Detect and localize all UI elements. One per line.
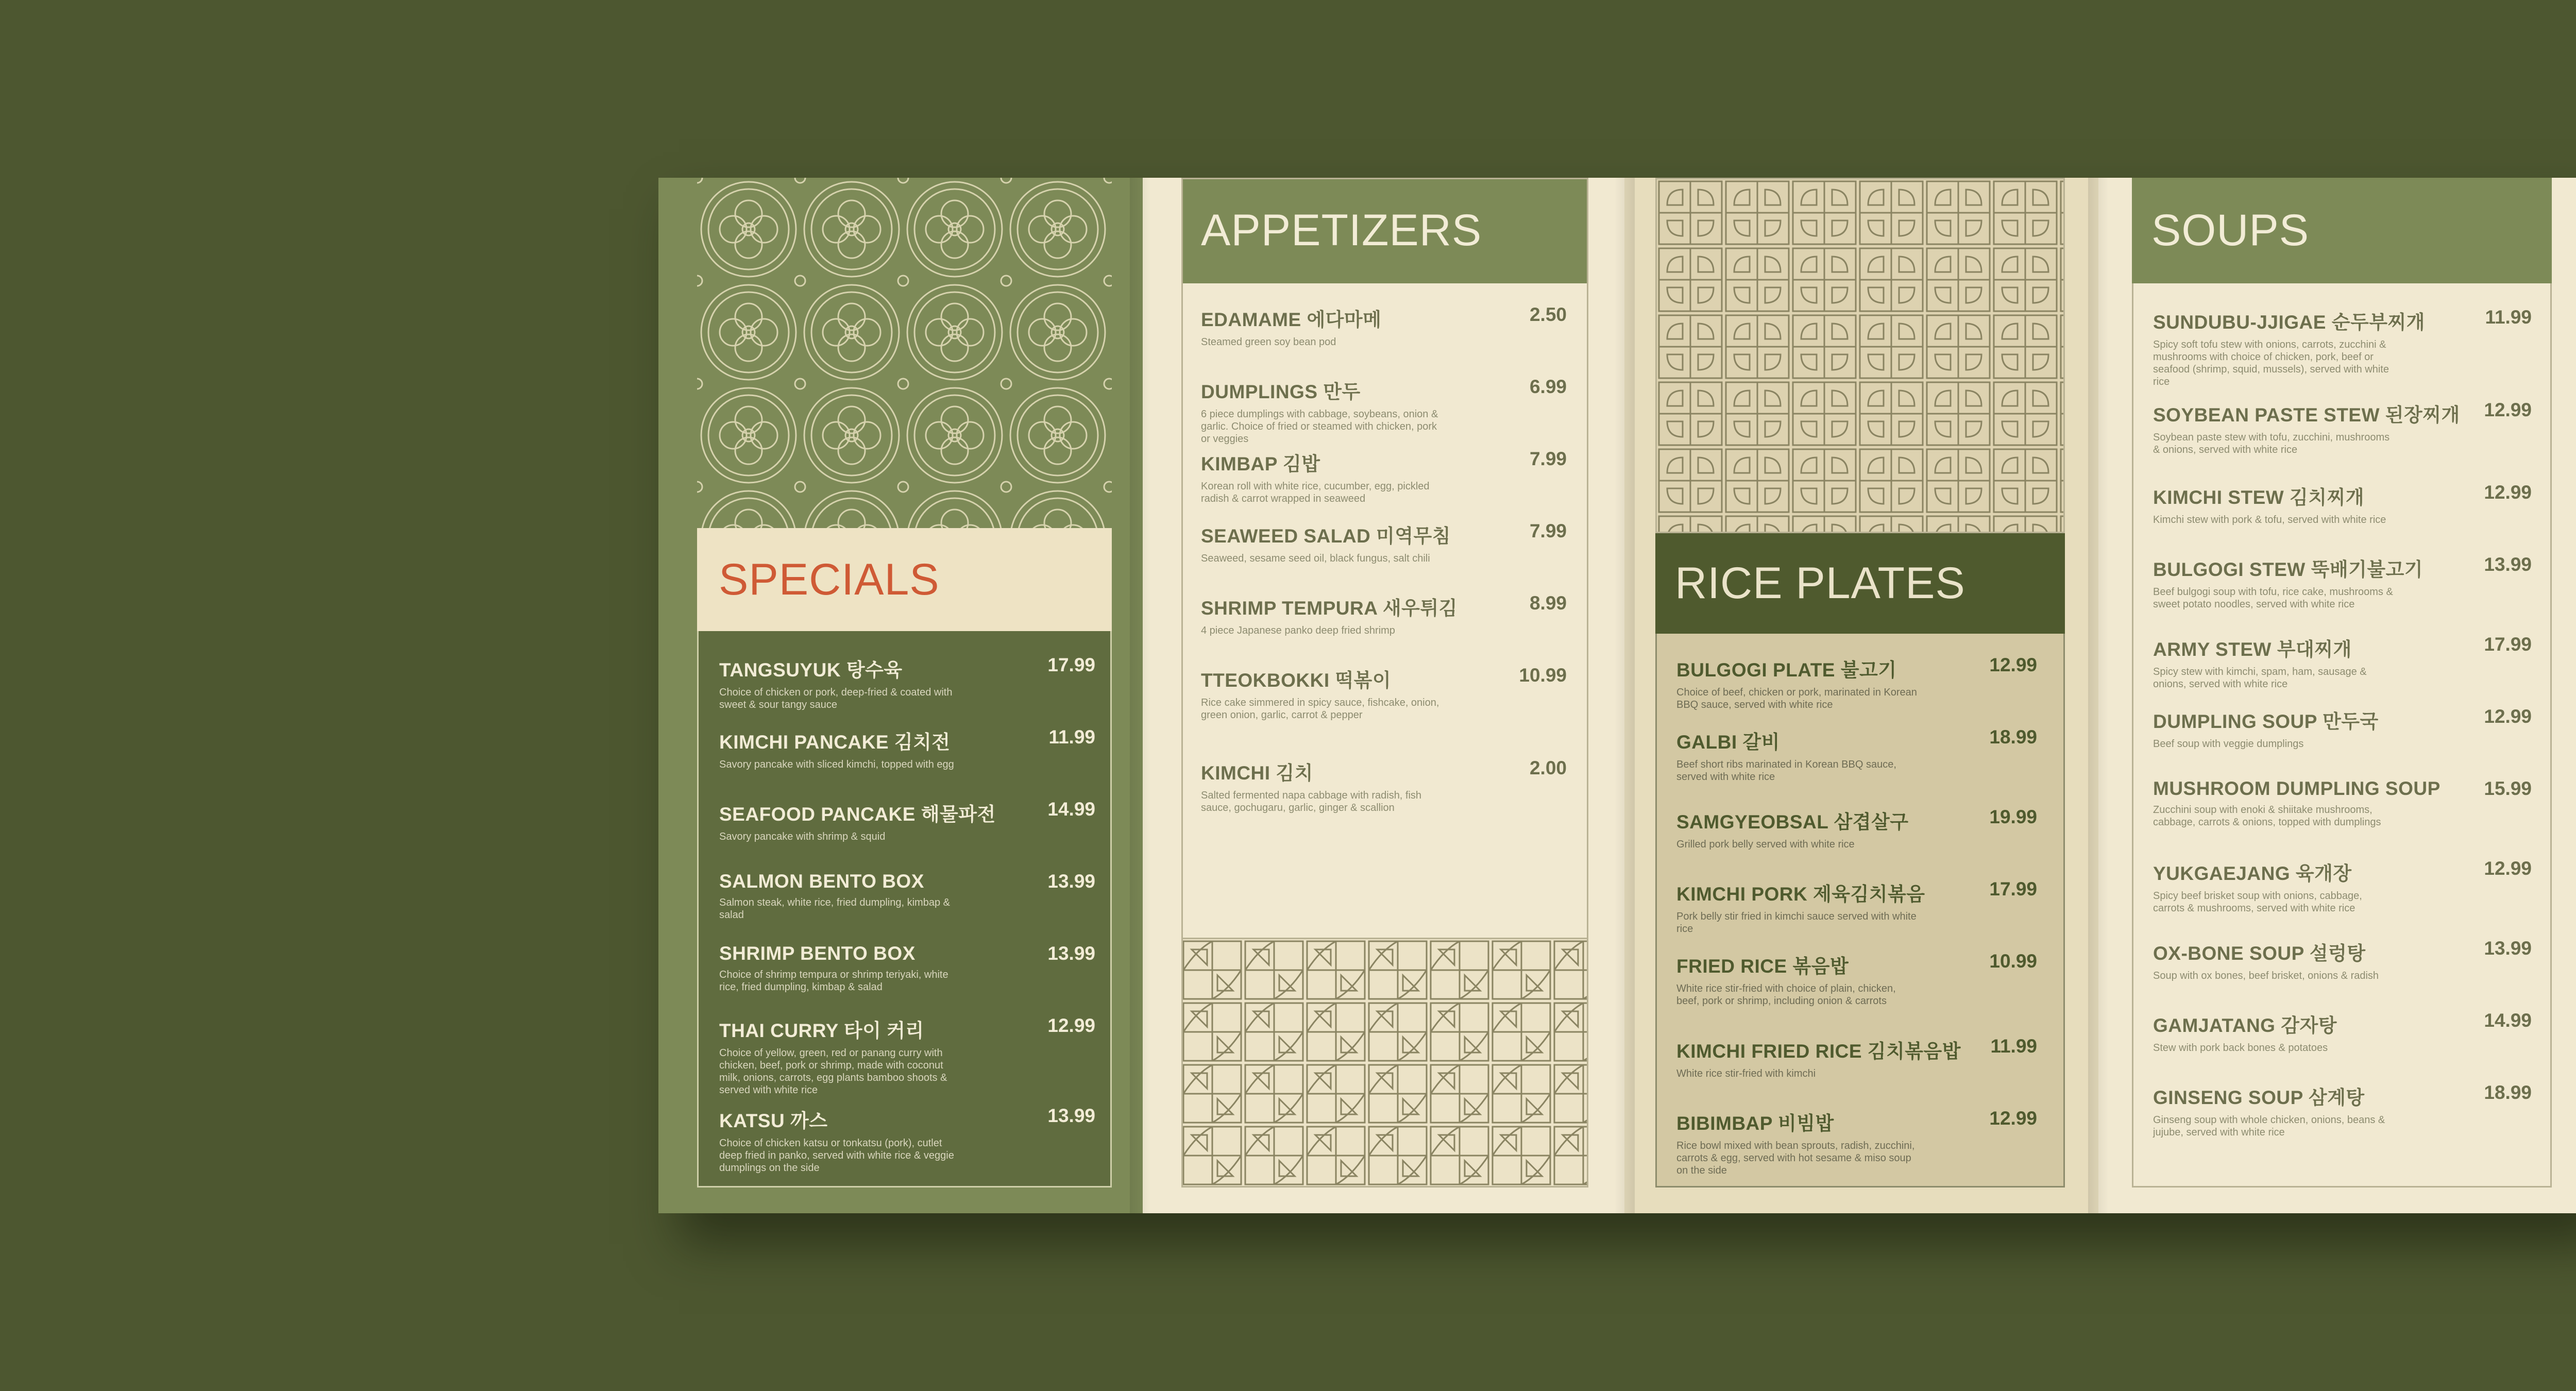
item-name: THAI CURRY 타이 커리	[719, 1020, 924, 1041]
item-name: KIMCHI 김치	[1201, 762, 1313, 784]
item-price: 14.99	[1047, 799, 1095, 820]
item-description: Choice of beef, chicken or pork, marinated in Korean BBQ sauce, served with white rice	[1676, 687, 1917, 710]
item-name: SHRIMP BENTO BOX	[719, 943, 916, 964]
appetizers-title: APPETIZERS	[1201, 206, 1482, 255]
item-description: Spicy stew with kimchi, spam, ham, sausage & onions, served with white rice	[2153, 666, 2367, 690]
item-price: 10.99	[1989, 951, 2037, 972]
soups-header	[2132, 178, 2552, 283]
menu-item	[1676, 654, 2037, 711]
rice-plates-panel	[1624, 178, 2098, 1213]
item-description: Rice bowl mixed with bean sprouts, radish, zucchini, carrots & egg, served with hot sesame & miso soup on the side	[1676, 1140, 1915, 1176]
menu-item	[1676, 806, 2037, 851]
item-description: Rice cake simmered in spicy sauce, fishcake, onion, green onion, garlic, carrot & pepper	[1201, 697, 1439, 721]
item-description: 6 piece dumplings with cabbage, soybeans, onion & garlic. Choice of fried or steamed with chicken, pork or veggies	[1201, 409, 1438, 445]
item-description: Stew with pork back bones & potatoes	[2153, 1042, 2328, 1054]
item-price: 18.99	[1989, 726, 2037, 748]
item-price: 11.99	[2485, 307, 2532, 328]
item-description: Pork belly stir fried in kimchi sauce served with white rice	[1676, 911, 1917, 935]
item-name: KIMCHI STEW 김치찌개	[2153, 487, 2364, 508]
item-description: White rice stir-fried with kimchi	[1676, 1068, 1816, 1079]
item-name: EDAMAME 에다마메	[1201, 309, 1382, 330]
item-name: SOYBEAN PASTE STEW 된장찌개	[2153, 404, 2460, 426]
menu-item	[2153, 307, 2532, 388]
item-name: KIMCHI PANCAKE 김치전	[719, 732, 951, 753]
item-description: Spicy beef brisket soup with onions, cabbage, carrots & mushrooms, served with white rice	[2153, 890, 2362, 914]
soups-title: SOUPS	[2151, 206, 2310, 255]
item-name: KIMCHI FRIED RICE 김치볶음밥	[1676, 1041, 1961, 1062]
item-description: Zucchini soup with enoki & shiitake mushrooms, cabbage, carrots & onions, topped with dumplings	[2153, 804, 2381, 828]
item-price: 13.99	[2484, 554, 2532, 575]
item-price: 13.99	[1047, 1105, 1095, 1126]
item-price: 12.99	[1047, 1015, 1095, 1036]
item-price: 10.99	[1519, 665, 1567, 686]
item-price: 13.99	[1047, 943, 1095, 964]
item-price: 12.99	[2484, 482, 2532, 503]
item-price: 14.99	[2484, 1010, 2532, 1031]
item-price: 11.99	[1048, 726, 1095, 748]
menu-item	[719, 654, 1095, 711]
item-price: 12.99	[2484, 706, 2532, 727]
menu-item	[1676, 1108, 2037, 1177]
item-description: Soybean paste stew with tofu, zucchini, mushrooms & onions, served with white rice	[2153, 432, 2390, 455]
item-name: DUMPLING SOUP 만두국	[2153, 711, 2379, 732]
rice-plates-header	[1655, 533, 2065, 634]
item-price: 7.99	[1529, 448, 1567, 469]
item-description: Seaweed, sesame seed oil, black fungus, salt chili	[1201, 553, 1430, 564]
item-name: KATSU 까스	[719, 1110, 828, 1131]
item-name: SALMON BENTO BOX	[719, 871, 924, 892]
menu-item	[2153, 482, 2532, 526]
item-price: 15.99	[2484, 778, 2532, 799]
item-price: 11.99	[1990, 1036, 2037, 1057]
menu-item	[1676, 726, 2037, 783]
item-name: BULGOGI PLATE 불고기	[1676, 659, 1897, 681]
menu-item	[2153, 1010, 2532, 1054]
item-description: Soup with ox bones, beef brisket, onions & radish	[2153, 970, 2379, 981]
menu-item	[719, 1015, 1095, 1096]
item-description: Salted fermented napa cabbage with radish, fish sauce, gochugaru, garlic, ginger & scallion	[1201, 790, 1422, 813]
rice-plates-list	[1655, 634, 2065, 1188]
item-name: GINSENG SOUP 삼계탕	[2153, 1087, 2365, 1108]
item-name: DUMPLINGS 만두	[1201, 381, 1361, 402]
item-name: GALBI 갈비	[1676, 732, 1780, 753]
item-name: KIMCHI PORK 제육김치볶음	[1676, 884, 1925, 905]
specials-title-band	[697, 528, 1112, 631]
fold-shadow	[1614, 178, 1635, 1213]
item-name: SEAFOOD PANCAKE 해물파전	[719, 804, 996, 825]
item-name: SEAWEED SALAD 미역무침	[1201, 525, 1451, 547]
item-description: Salmon steak, white rice, fried dumpling, kimbap & salad	[719, 897, 950, 921]
item-description: Spicy soft tofu stew with onions, carrots, zucchini & mushrooms with choice of chicken, pork, beef or seafood (shrimp, squid, mussels), served with white rice	[2153, 339, 2389, 387]
soups-panel	[2098, 178, 2576, 1213]
item-description: Choice of chicken katsu or tonkatsu (pork), cutlet deep fried in panko, served with white rice & veggie dumplings on the side	[719, 1138, 954, 1174]
item-name: BIBIMBAP 비빔밥	[1676, 1113, 1834, 1134]
item-price: 12.99	[1989, 1108, 2037, 1129]
item-description: Grilled pork belly served with white rice	[1676, 839, 1855, 850]
item-name: YUKGAEJANG 육개장	[2153, 863, 2352, 884]
item-name: KIMBAP 김밥	[1201, 453, 1320, 474]
item-price: 17.99	[1047, 654, 1095, 675]
rice-plates-title: RICE PLATES	[1675, 558, 1965, 608]
item-price: 8.99	[1529, 592, 1567, 614]
item-price: 7.99	[1529, 520, 1567, 541]
item-name: FRIED RICE 볶음밥	[1676, 956, 1849, 977]
item-name: TANGSUYUK 탕수육	[719, 659, 903, 681]
item-price: 12.99	[1989, 654, 2037, 675]
specials-decorative-pattern	[697, 178, 1112, 528]
item-price: 6.99	[1529, 376, 1567, 397]
item-description: Choice of yellow, green, red or panang curry with chicken, beef, pork or shrimp, made with coconut milk, onions, carrots, egg plants bamboo shoots & served with white rice	[719, 1047, 947, 1096]
item-description: Beef soup with veggie dumplings	[2153, 738, 2304, 750]
item-price: 12.99	[2484, 399, 2532, 420]
fold-shadow	[2088, 178, 2109, 1213]
item-description: Ginseng soup with whole chicken, onions, beans & jujube, served with white rice	[2153, 1114, 2385, 1138]
item-price: 17.99	[2484, 634, 2532, 655]
item-description: Savory pancake with shrimp & squid	[719, 831, 886, 842]
item-price: 2.00	[1529, 757, 1567, 778]
item-name: OX-BONE SOUP 설렁탕	[2153, 943, 2366, 964]
item-price: 18.99	[2484, 1082, 2532, 1103]
specials-panel	[658, 178, 1143, 1213]
specials-title: SPECIALS	[719, 555, 940, 604]
item-description: Savory pancake with sliced kimchi, topped with egg	[719, 759, 954, 770]
menu-brochure	[658, 178, 2576, 1213]
specials-list	[697, 631, 1112, 1188]
menu-item	[719, 726, 1095, 771]
item-name: GAMJATANG 감자탕	[2153, 1015, 2337, 1036]
item-description: Choice of shrimp tempura or shrimp teriyaki, white rice, fried dumpling, kimbap & salad	[719, 969, 948, 993]
soups-list	[2132, 283, 2552, 1188]
item-name: ARMY STEW 부대찌개	[2153, 639, 2352, 660]
item-name: SAMGYEOBSAL 삼겹살구	[1676, 811, 1909, 833]
item-price: 2.50	[1529, 304, 1567, 325]
fold-shadow	[1130, 178, 1150, 1213]
rice-decorative-pattern	[1655, 178, 2065, 533]
appetizers-card-border	[1181, 178, 1588, 1188]
item-name: SUNDUBU-JJIGAE 순두부찌개	[2153, 312, 2425, 333]
menu-item	[2153, 634, 2532, 690]
item-description: Korean roll with white rice, cucumber, egg, pickled radish & carrot wrapped in seaweed	[1201, 481, 1430, 504]
item-description: Beef short ribs marinated in Korean BBQ sauce, served with white rice	[1676, 759, 1896, 783]
item-name: TTEOKBOKKI 떡볶이	[1201, 670, 1392, 691]
item-name: SHRIMP TEMPURA 새우튀김	[1201, 598, 1458, 619]
menu-item	[719, 871, 1095, 921]
menu-item	[2153, 778, 2532, 828]
item-price: 13.99	[2484, 938, 2532, 959]
item-description: 4 piece Japanese panko deep fried shrimp	[1201, 625, 1395, 636]
item-name: MUSHROOM DUMPLING SOUP	[2153, 778, 2441, 799]
item-description: Choice of chicken or pork, deep-fried & coated with sweet & sour tangy sauce	[719, 687, 953, 710]
floral-pattern-icon	[697, 178, 1112, 528]
item-description: Steamed green soy bean pod	[1201, 336, 1336, 348]
item-description: White rice stir-fried with choice of plain, chicken, beef, pork or shrimp, including onion & carrots	[1676, 983, 1896, 1007]
menu-item	[719, 1105, 1095, 1174]
menu-item	[2153, 706, 2532, 750]
appetizers-panel	[1143, 178, 1624, 1213]
menu-item	[2153, 1082, 2532, 1139]
menu-item	[1676, 1036, 2037, 1080]
item-description: Beef bulgogi soup with tofu, rice cake, mushrooms & sweet potato noodles, served with white rice	[2153, 586, 2393, 610]
menu-item	[1676, 951, 2037, 1007]
item-price: 13.99	[1047, 871, 1095, 892]
item-name: BULGOGI STEW 뚝배기불고기	[2153, 559, 2424, 580]
geometric-pattern-icon	[1657, 179, 2065, 533]
menu-item	[1676, 878, 2037, 935]
item-price: 19.99	[1989, 806, 2037, 827]
item-price: 17.99	[1989, 878, 2037, 900]
menu-item	[2153, 858, 2532, 914]
menu-item	[719, 799, 1095, 843]
menu-item	[2153, 938, 2532, 982]
menu-item	[2153, 554, 2532, 610]
menu-item	[2153, 399, 2532, 456]
item-price: 12.99	[2484, 858, 2532, 879]
menu-item	[719, 943, 1095, 993]
item-description: Kimchi stew with pork & tofu, served with white rice	[2153, 514, 2386, 525]
